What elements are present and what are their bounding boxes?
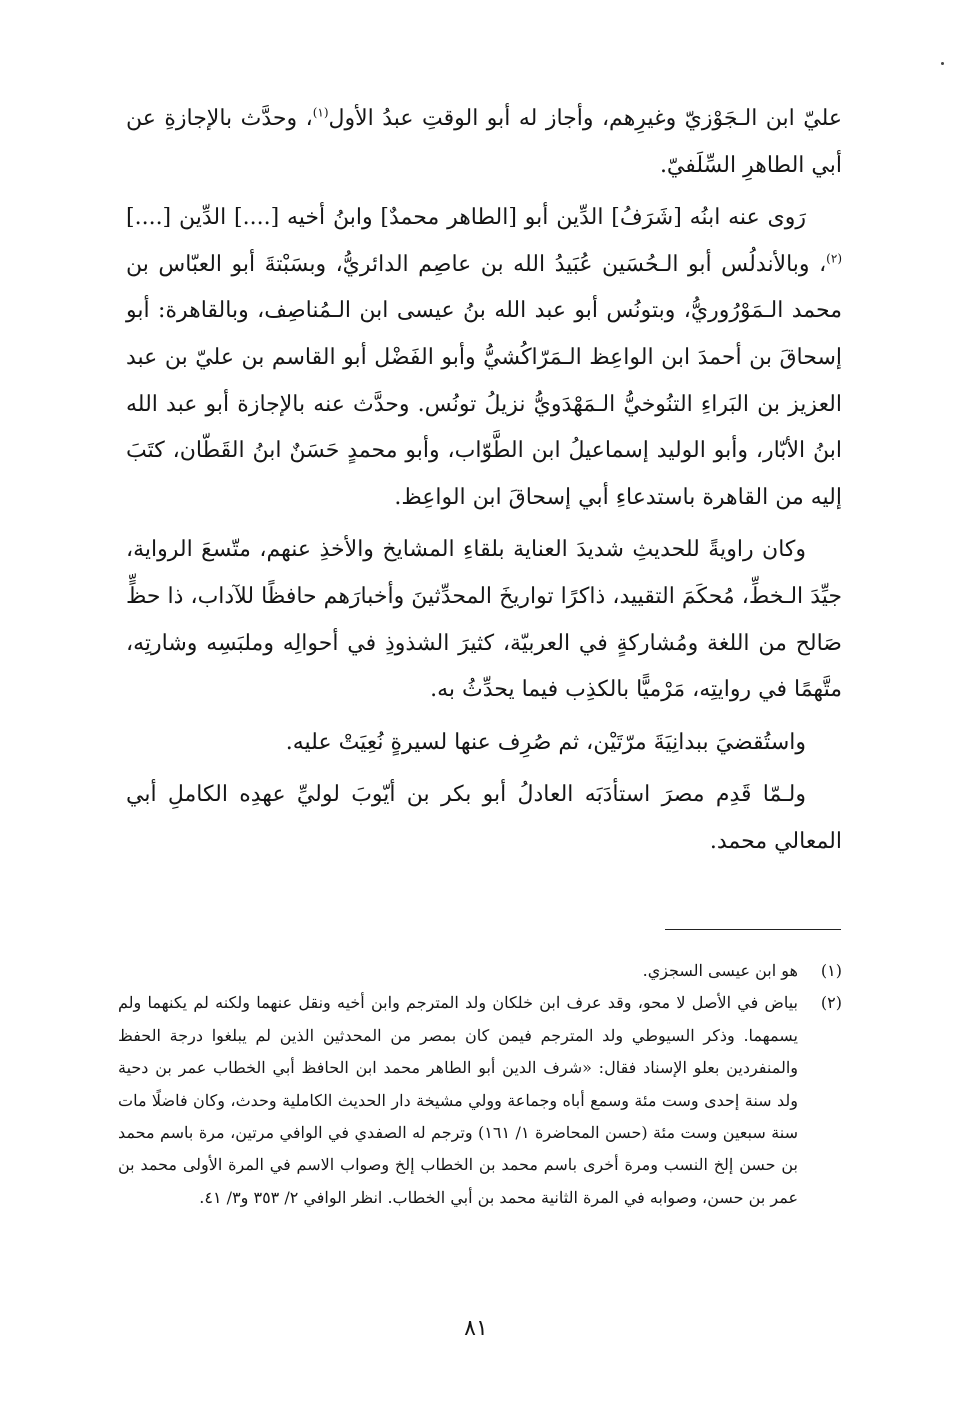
footnote-2-text: بياض في الأصل لا محو، وقد عرف ابن خلكان ولد المترجم وابن أخيه ونقل عنهما ولكنه لم يكنهما ولم يسمهما. وذكر السيوطي ولد المترجم فيمن كان بمصر من المحدثين الذين لم يبلغوا درجة الحفظ والمنفردين بعلو الإسناد فقال: «شرف الدين أبو الطاهر محمد ابن الحافظ أبي الخطاب عمر بن دحية ولد سنة إحدى وست مئة وسمع أباه وجماعة وولي مشيخة دار الحديث الكاملية وحدث، وكان فاضلًا مات سنة سبعين وست مئة (حسن المحاضرة ١/ ١٦١) وترجم له الصفدي في الوافي مرتين، مرة باسم محمد بن حسن إلخ النسب ومرة أخرى باسم محمد بن الخطاب إلخ وصواب الاسم في المرة الأولى محمد بن عمر بن حسن، وصوابه في المرة الثانية محمد بن أبي الخطاب. انظر الوافي ٢/ ٣٥٣ و٣/ ٤١. [118, 993, 799, 1207]
footnote-1-text: هو ابن عيسى السجزي. [642, 961, 798, 980]
paragraph-2 [126, 195, 842, 521]
paragraph-4: واستُقضيَ ببدانِيَةَ مرّتَيْن، ثم صُرِف عنها لسيرةٍ نُعِيَتْ عليه. [285, 729, 806, 755]
footnote-1-number: (١) [820, 961, 842, 980]
paragraph-2-tail: ، وبالأندلُس أبو الـحُسَين عُبَيدُ الله بن عاصِم الدائريُّ، وبسَبْتةَ أبو العبّاس بن محمد الـمَوْرُوريُّ، وبتونُس أبو عبد الله بنُ عيسى ابن الـمُناصِف، وبالقاهرة: أبو إسحاقَ بن أحمدَ ابن الواعِظ الـمَرّاكُشيُّ وأبو الفَضْل أبو القاسم بن عليّ بن عبد العزيز بن البَراءِ التنُوخيُّ الـمَهْدَويُّ نزيلُ تونُس. وحدَّث عنه بالإجازة أبو عبد الله ابنُ الأبّار، وأبو الوليد إسماعيلُ ابن الطَّوّاب، وأبو محمدٍ حَسَنٌ ابنُ القَطّان، كتَبَ إليه من القاهرة باستدعاءِ أبي إسحاقَ ابن الواعِظ. [126, 251, 842, 510]
paragraph-3: وكان راويةً للحديثِ شديدَ العناية بلقاءِ المشايخ والأخذِ عنهم، متّسعَ الرواية، جيِّدَ الـخطِّ، مُحكَمَ التقييد، ذاكرًا تواريخَ المحدِّثينَ وأخبارَهم حافظًا للآداب، ذا حظٍّ صَالح من اللغة ومُشاركةٍ في العربيّة، كثيرَ الشذوذِ في أحوالِه وملبَسِه وشارتِه، متَّهمًا في روايتِه، مَرْميًّا بالكذِب فيما يحدِّثُ به. [126, 537, 842, 703]
main-text-body [126, 96, 842, 872]
footnote-2-number: (٢) [820, 993, 842, 1013]
paragraph-5: ولـمّا قَدِم مصرَ استأدَبَه العادلُ أبو بكر بن أيّوبَ لوليِّ عهدِه الكاملِ أبي المعالي محمد. [126, 782, 842, 854]
margin-speck [941, 62, 944, 65]
paragraph-2-text: رَوى عنه ابنُه [شَرَفُ] الدِّين أبو [الطاهر محمدٌ] وابنُ أخيه [....] الدِّين [....] [126, 205, 806, 231]
paragraph-1 [126, 96, 842, 189]
footnote-1 [118, 955, 842, 987]
footnote-2 [118, 987, 842, 1214]
footnote-ref-1[interactable]: (١) [312, 105, 329, 120]
footnotes-section [118, 955, 842, 1214]
footnote-separator [665, 929, 841, 930]
page-number: ٨١ [464, 1316, 488, 1341]
paragraph-1-tail: ، وحدَّث بالإجازةِ عن أبي الطاهرِ السِّلَفيّ. [126, 106, 842, 178]
paragraph-1-text: عليّ ابن الـجَوْزيّ وغيرِهم، وأجاز له أبو الوقتِ عبدُ الأول [328, 106, 843, 131]
footnote-ref-2[interactable]: (٢) [826, 251, 842, 266]
